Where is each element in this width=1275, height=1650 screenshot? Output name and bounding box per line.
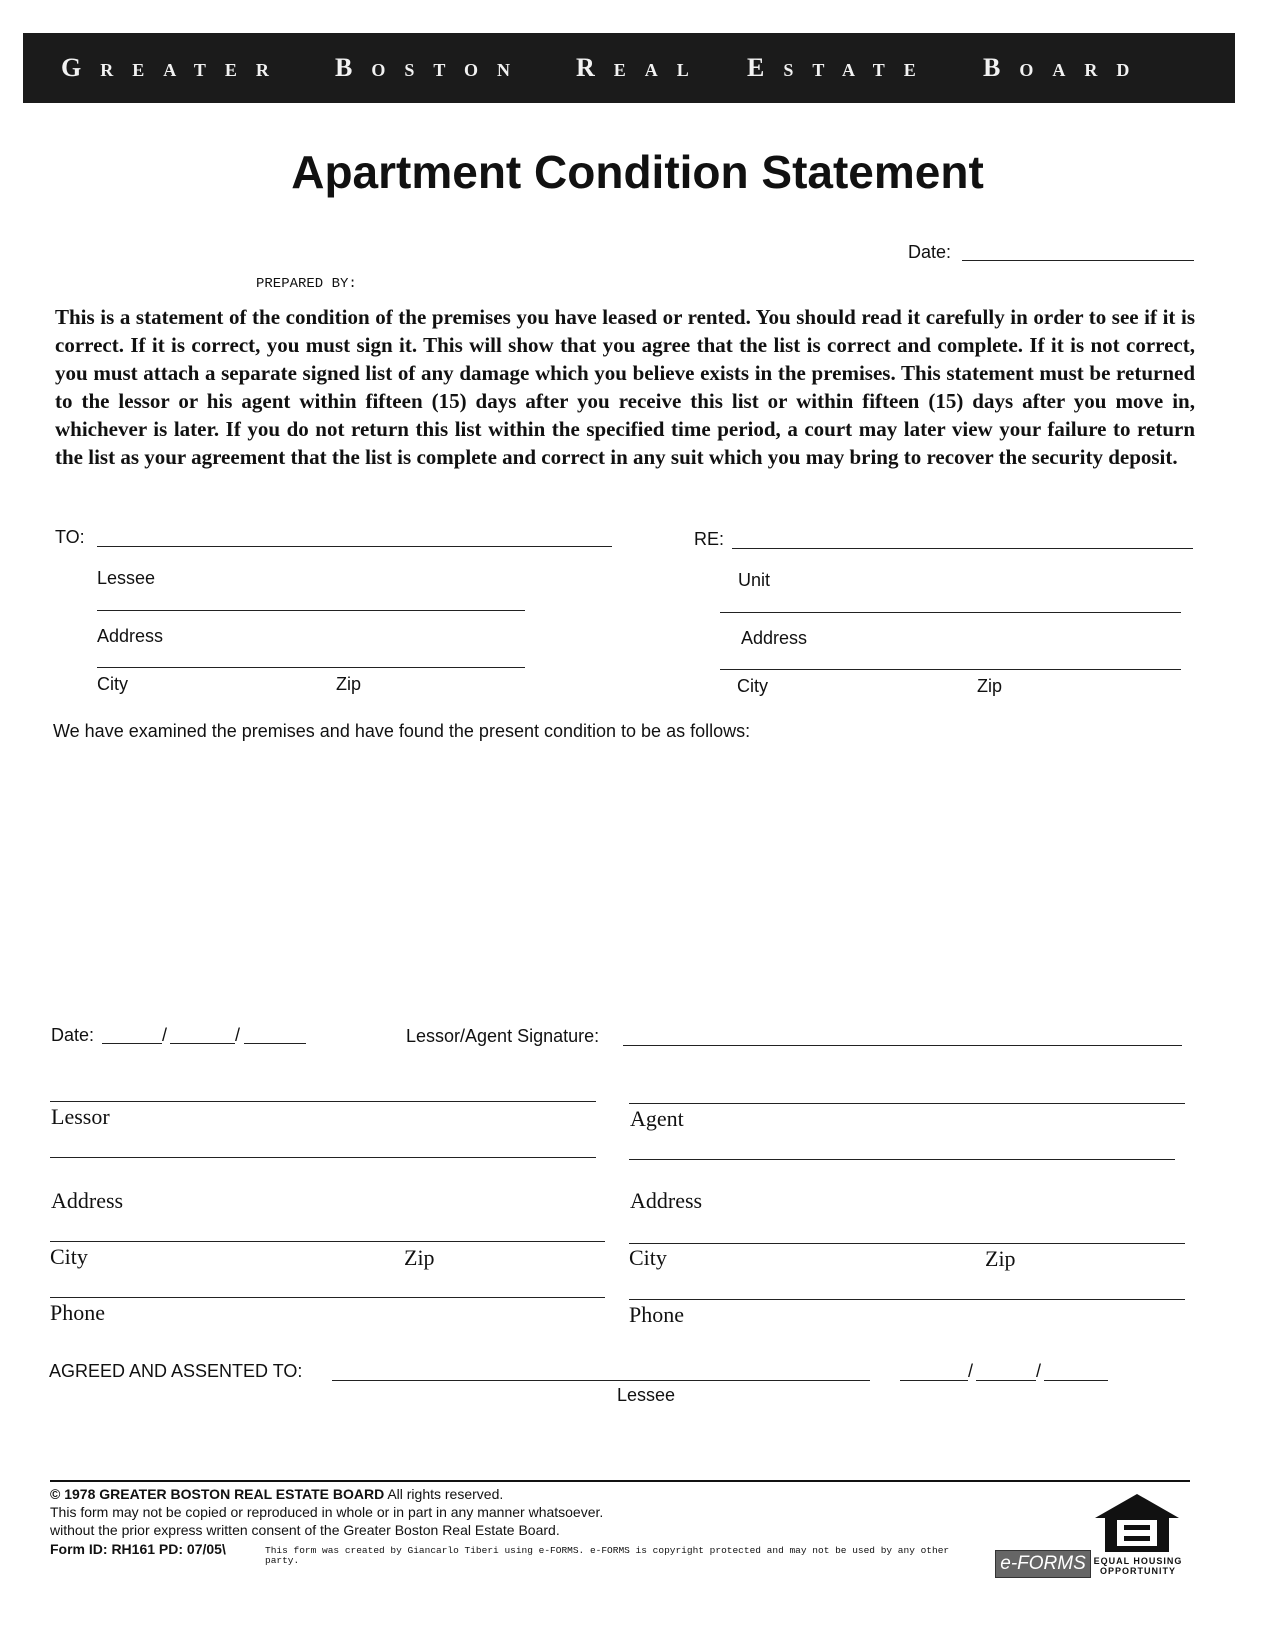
lessor-label: Lessor [51,1104,110,1129]
condition-statement: We have examined the premises and have found the present condition to be as follows: [53,721,751,741]
lessee-label: Lessee [97,568,156,588]
banner-word-greater: GREATER [61,53,288,82]
condition-notes-area[interactable] [53,750,1193,1000]
banner-word-real: REAL [576,53,708,82]
date-separator: / [235,1025,241,1045]
re-unit-field[interactable] [732,548,1193,549]
document-title: Apartment Condition Statement [291,146,984,198]
signature-date-month[interactable] [102,1043,162,1044]
lessor-address-label: Address [51,1188,124,1213]
lessor-phone-label: Phone [50,1300,105,1325]
agent-phone-field[interactable] [629,1299,1185,1300]
lessor-city-label: City [50,1244,88,1269]
signature-date-day[interactable] [170,1043,235,1044]
agreement-date-month[interactable] [900,1380,968,1381]
re-city-zip-field[interactable] [720,669,1181,670]
agreement-date-year[interactable] [1044,1380,1108,1381]
agreed-label: AGREED AND ASSENTED TO: [49,1361,303,1381]
re-zip-label: Zip [977,676,1003,696]
date-separator: / [968,1361,974,1381]
agreement-lessee-label: Lessee [617,1385,676,1405]
to-address-label: Address [97,626,164,646]
banner-word-boston: BOSTON [335,53,530,82]
intro-paragraph: This is a statement of the condition of the premises you have leased or rented. You should read it carefully in order to see if it is correct. If it is correct, you must sign it. This will show that you agree that the list is correct and complete. If it is not correct, you must attach a separate signed list of any damage which you believe exists in the premises. This statement must be returned to the lessor or his agent within fifteen (15) days after you receive this list or within fifteen (15) days after you move in, whichever is later. If you do not return this list within the specified time period, a court may later view your failure to return the list as your agreement that the list is complete and correct in any suit which you may bring to recover the security deposit. [55,305,1195,469]
agent-address-label: Address [630,1188,703,1213]
date-separator: / [162,1025,168,1045]
footer-divider [50,1480,1190,1482]
equal-housing-text: EQUAL HOUSING OPPORTUNITY [1093,1556,1183,1576]
unit-label: Unit [738,570,771,590]
lessor-phone-field[interactable] [50,1297,605,1298]
agent-city-label: City [629,1245,667,1270]
form-id: Form ID: RH161 PD: 07/05\ [50,1541,226,1557]
lessor-address-field[interactable] [50,1157,596,1158]
agent-zip-label: Zip [985,1246,1016,1271]
banner-word-board: BOARD [983,53,1149,82]
re-address-field[interactable] [720,612,1181,613]
signature-date-label: Date: [51,1025,95,1045]
agent-label: Agent [630,1106,684,1131]
agent-city-zip-field[interactable] [629,1243,1185,1244]
to-label: TO: [55,527,85,547]
agent-name-field[interactable] [629,1103,1185,1104]
date-separator: / [1036,1361,1042,1381]
agent-phone-label: Phone [629,1302,684,1327]
banner-word-estate: ESTATE [747,53,935,82]
lessor-zip-label: Zip [404,1245,435,1270]
lessor-agent-signature-field[interactable] [623,1045,1182,1046]
date-field[interactable] [962,260,1194,261]
equal-housing-icon [1093,1492,1181,1554]
prepared-by-label: PREPARED BY: [256,276,357,292]
eforms-credit: This form was created by Giancarlo Tiberi using e-FORMS. e-FORMS is copyright protected and may not be used by any other party. [265,1545,950,1566]
re-address-label: Address [741,628,808,648]
agent-address-field[interactable] [629,1159,1175,1160]
to-lessee-field[interactable] [97,546,612,547]
date-label: Date: [908,242,952,262]
re-label: RE: [694,529,725,549]
notice-line-2: without the prior express written consent of the Greater Boston Real Estate Board. [50,1522,560,1538]
header-banner [23,33,1235,103]
copyright-line: © 1978 GREATER BOSTON REAL ESTATE BOARD All rights reserved. [50,1486,504,1502]
lessor-name-field[interactable] [50,1101,596,1102]
lessee-signature-field[interactable] [332,1380,870,1381]
agreement-date-day[interactable] [976,1380,1036,1381]
to-city-label: City [97,674,128,694]
re-city-label: City [737,676,768,696]
signature-date-year[interactable] [244,1043,306,1044]
to-city-zip-field[interactable] [97,667,525,668]
eforms-logo: e-FORMS [995,1550,1091,1578]
lessor-city-zip-field[interactable] [50,1241,605,1242]
signature-label: Lessor/Agent Signature: [406,1026,600,1046]
to-zip-label: Zip [336,674,362,694]
to-address-field[interactable] [97,610,525,611]
notice-line-1: This form may not be copied or reproduced in whole or in part in any manner whatsoever. [50,1504,604,1520]
